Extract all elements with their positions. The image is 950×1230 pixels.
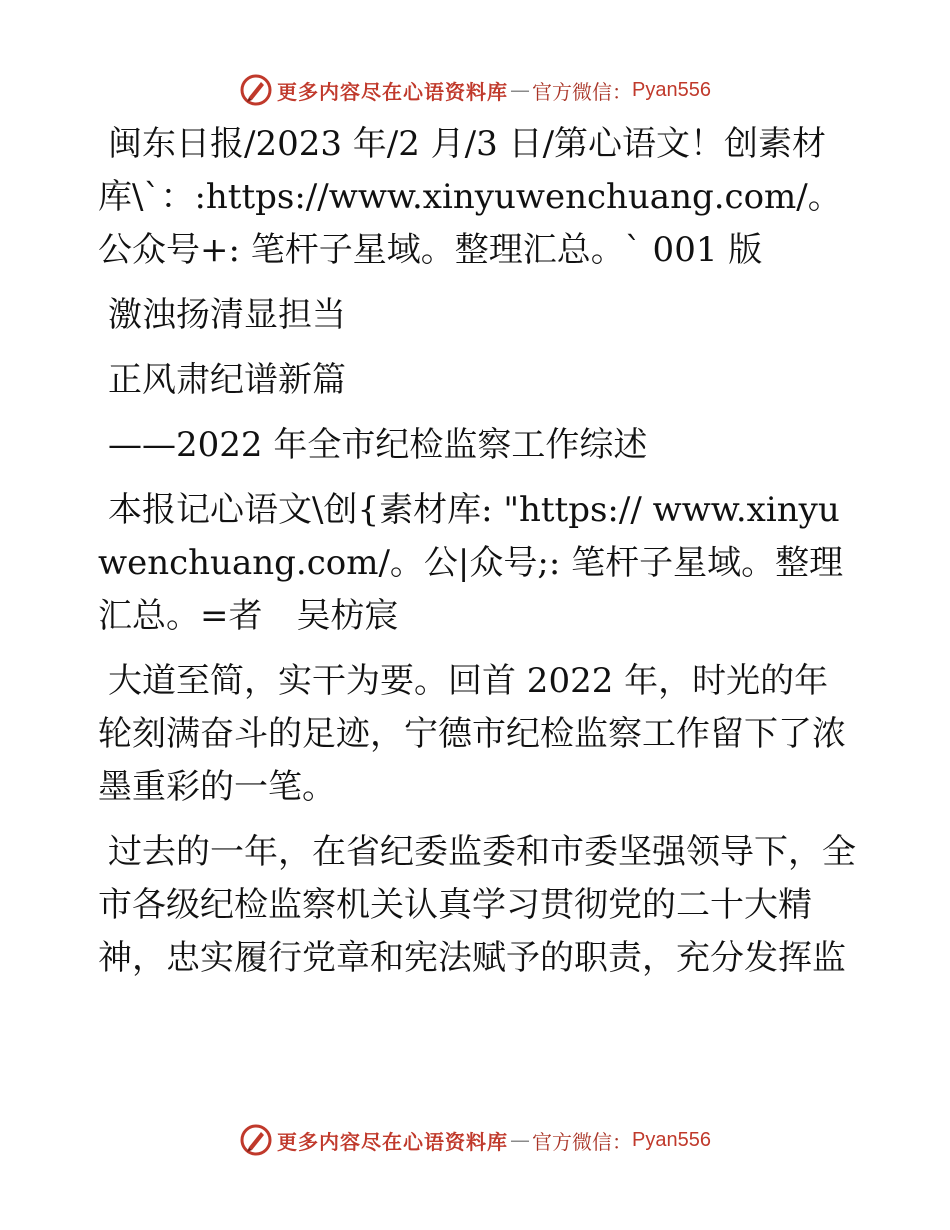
- watermark-separator: —: [510, 1128, 531, 1152]
- pen-logo-icon: [239, 1123, 273, 1157]
- paragraph-body: 过去的一年，在省纪委监委和市委坚强领导下，全市各级纪检监察机关认真学习贯彻党的二十大精神，忠实履行党章和宪法赋予的职责，充分发挥监: [98, 832, 856, 978]
- document-body: [98, 118, 858, 997]
- paragraph-intro: 大道至简，实干为要。回首 2022 年，时光的年轮刻满奋斗的足迹，宁德市纪检监察工作留下了浓墨重彩的一笔。: [98, 661, 846, 807]
- watermark-header: [0, 70, 950, 110]
- watermark-official: 官方微信：: [532, 1129, 633, 1154]
- paragraph-source: 闽东日报/2023 年/2 月/3 日/第心语文！创素材库\`：:https://www.xinyuwenchuang.com/。公众号+: 笔杆子星域。整理汇总。` 001 版: [98, 124, 842, 270]
- headline-line-1: 激浊扬清显担当: [108, 295, 346, 335]
- headline-line-2: 正风肃纪谱新篇: [108, 360, 346, 400]
- watermark-official: 官方微信：: [532, 79, 633, 104]
- watermark-id: Pyan556: [632, 1128, 711, 1151]
- subheadline: ——2022 年全市纪检监察工作综述: [108, 425, 648, 465]
- watermark-text: 更多内容尽在心语资料库: [277, 79, 509, 104]
- paragraph-byline: 本报记心语文\创{素材库: "https:// www.xinyuwenchuang.com/。公|众号;: 笔杆子星域。整理汇总。=者 吴枋宸: [98, 490, 844, 636]
- watermark-id: Pyan556: [632, 78, 711, 101]
- pen-logo-icon: [239, 73, 273, 107]
- watermark-footer: [0, 1120, 950, 1160]
- watermark-text: 更多内容尽在心语资料库: [277, 1129, 509, 1154]
- watermark-separator: —: [510, 78, 531, 102]
